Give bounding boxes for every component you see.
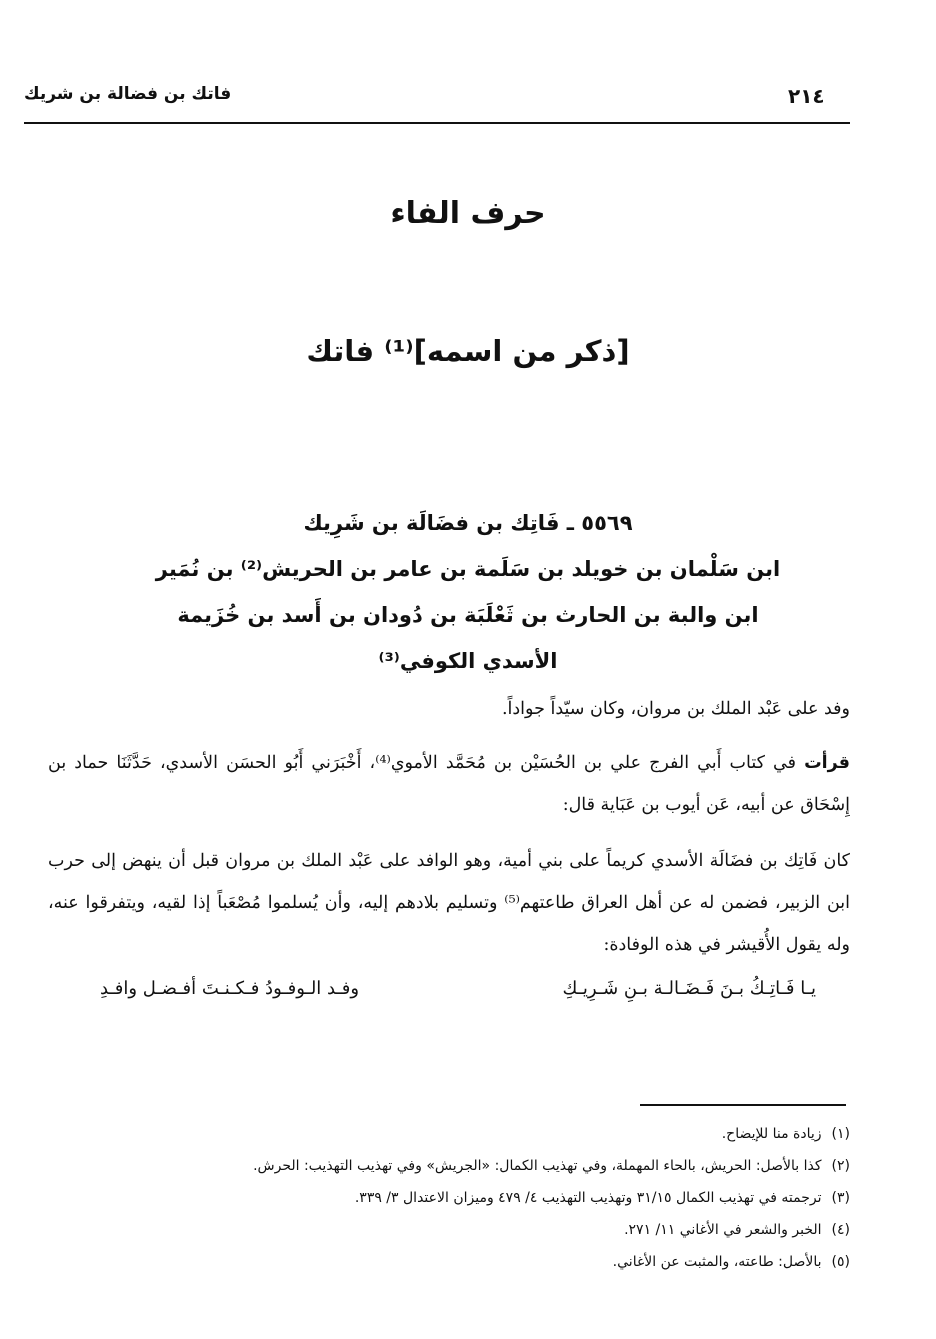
footnote xyxy=(80,1214,850,1246)
entry-heading-line-3: ابن والبة بن الحارث بن ثَعْلَبَة بن دُودان بن أَسد بن خُزَيمة xyxy=(177,603,759,627)
footnote-number: (٤) xyxy=(831,1222,850,1238)
footnote-text: زيادة منا للإيضاح. xyxy=(721,1126,822,1142)
entry-heading-line-2: ابن سَلْمان بن خويلد بن سَلَمة بن عامر بن الحريش⁽²⁾ بن نُمَير xyxy=(155,557,781,581)
footnote xyxy=(80,1118,850,1150)
footnote xyxy=(80,1246,850,1278)
body-paragraph-3: كان فَاتِك بن فضَالَة الأسدي كريماً على بني أمية، وهو الوافد على عَبْد الملك بن مروان قبل أن ينهض إلى حرب ابن الزبير، فضمن له عن أهل العراق طاعتهم⁽⁵⁾ وتسليم بلادهم إليه، وأن يُسلموا مُصْعَباً إذا لقيه، ويتفرقوا عنه، وله يقول الأُقيشر في هذه الوفادة: xyxy=(48,851,851,955)
subsection-title: [ذكر من اسمه]⁽¹⁾ فاتك xyxy=(306,334,630,368)
poetry-verse xyxy=(100,978,816,999)
footnote xyxy=(80,1150,850,1182)
footnote-number: (٢) xyxy=(831,1158,850,1174)
running-head: فاتك بن فضالة بن شريك xyxy=(24,84,232,104)
verse-hemistich-2: وفـد الـوفـودُ فـكـنـتَ أفـضـل وافـدِ xyxy=(100,978,360,999)
entry-heading-line-1: ٥٥٦٩ ـ فَاتِك بن فضَالَة بن شَرِيك xyxy=(303,511,633,535)
body-paragraph-2 xyxy=(48,742,850,826)
footnote-text: كذا بالأصل: الحريش، بالحاء المهملة، وفي تهذيب الكمال: «الجريش» وفي تهذيب التهذيب: الحرش. xyxy=(253,1158,822,1174)
footnote xyxy=(80,1182,850,1214)
entry-heading-line-4: الأسدي الكوفي⁽³⁾ xyxy=(378,649,558,673)
footnote-text: بالأصل: طاعته، والمثبت عن الأغاني. xyxy=(612,1254,822,1270)
body-paragraph-2-lead: قرأت xyxy=(804,753,850,773)
body-paragraph-2-text: في كتاب أَبي الفرج علي بن الحُسَيْن بن مُحَمَّد الأموي⁽⁴⁾، أَخْبَرَني أَبُو الحسَن الأسدي، حَدَّثَنَا حماد بن إِسْحَاق عن أبيه، عَن أيوب بن عَبَاية قال: xyxy=(48,753,850,815)
page-number: ٢١٤ xyxy=(788,84,825,108)
entry-heading xyxy=(150,500,786,684)
footnote-text: الخبر والشعر في الأغاني ١١/ ٢٧١. xyxy=(624,1222,822,1238)
footnote-number: (١) xyxy=(831,1126,850,1142)
verse-hemistich-1: يـا فَـاتِـكُ بـنَ فَـضَـالـة بـنِ شَـرِيـكِ xyxy=(562,978,816,999)
footnote-separator xyxy=(640,1104,846,1106)
footnotes xyxy=(80,1118,850,1278)
section-title: حرف الفاء xyxy=(390,196,546,231)
footnote-number: (٥) xyxy=(831,1254,850,1270)
footnote-text: ترجمته في تهذيب الكمال ٣١/١٥ وتهذيب التهذيب ٤/ ٤٧٩ وميزان الاعتدال ٣/ ٣٣٩. xyxy=(354,1190,822,1206)
body-paragraph-1: وفد على عَبْد الملك بن مروان، وكان سيّداً جواداً. xyxy=(501,699,850,719)
footnote-number: (٣) xyxy=(831,1190,850,1206)
